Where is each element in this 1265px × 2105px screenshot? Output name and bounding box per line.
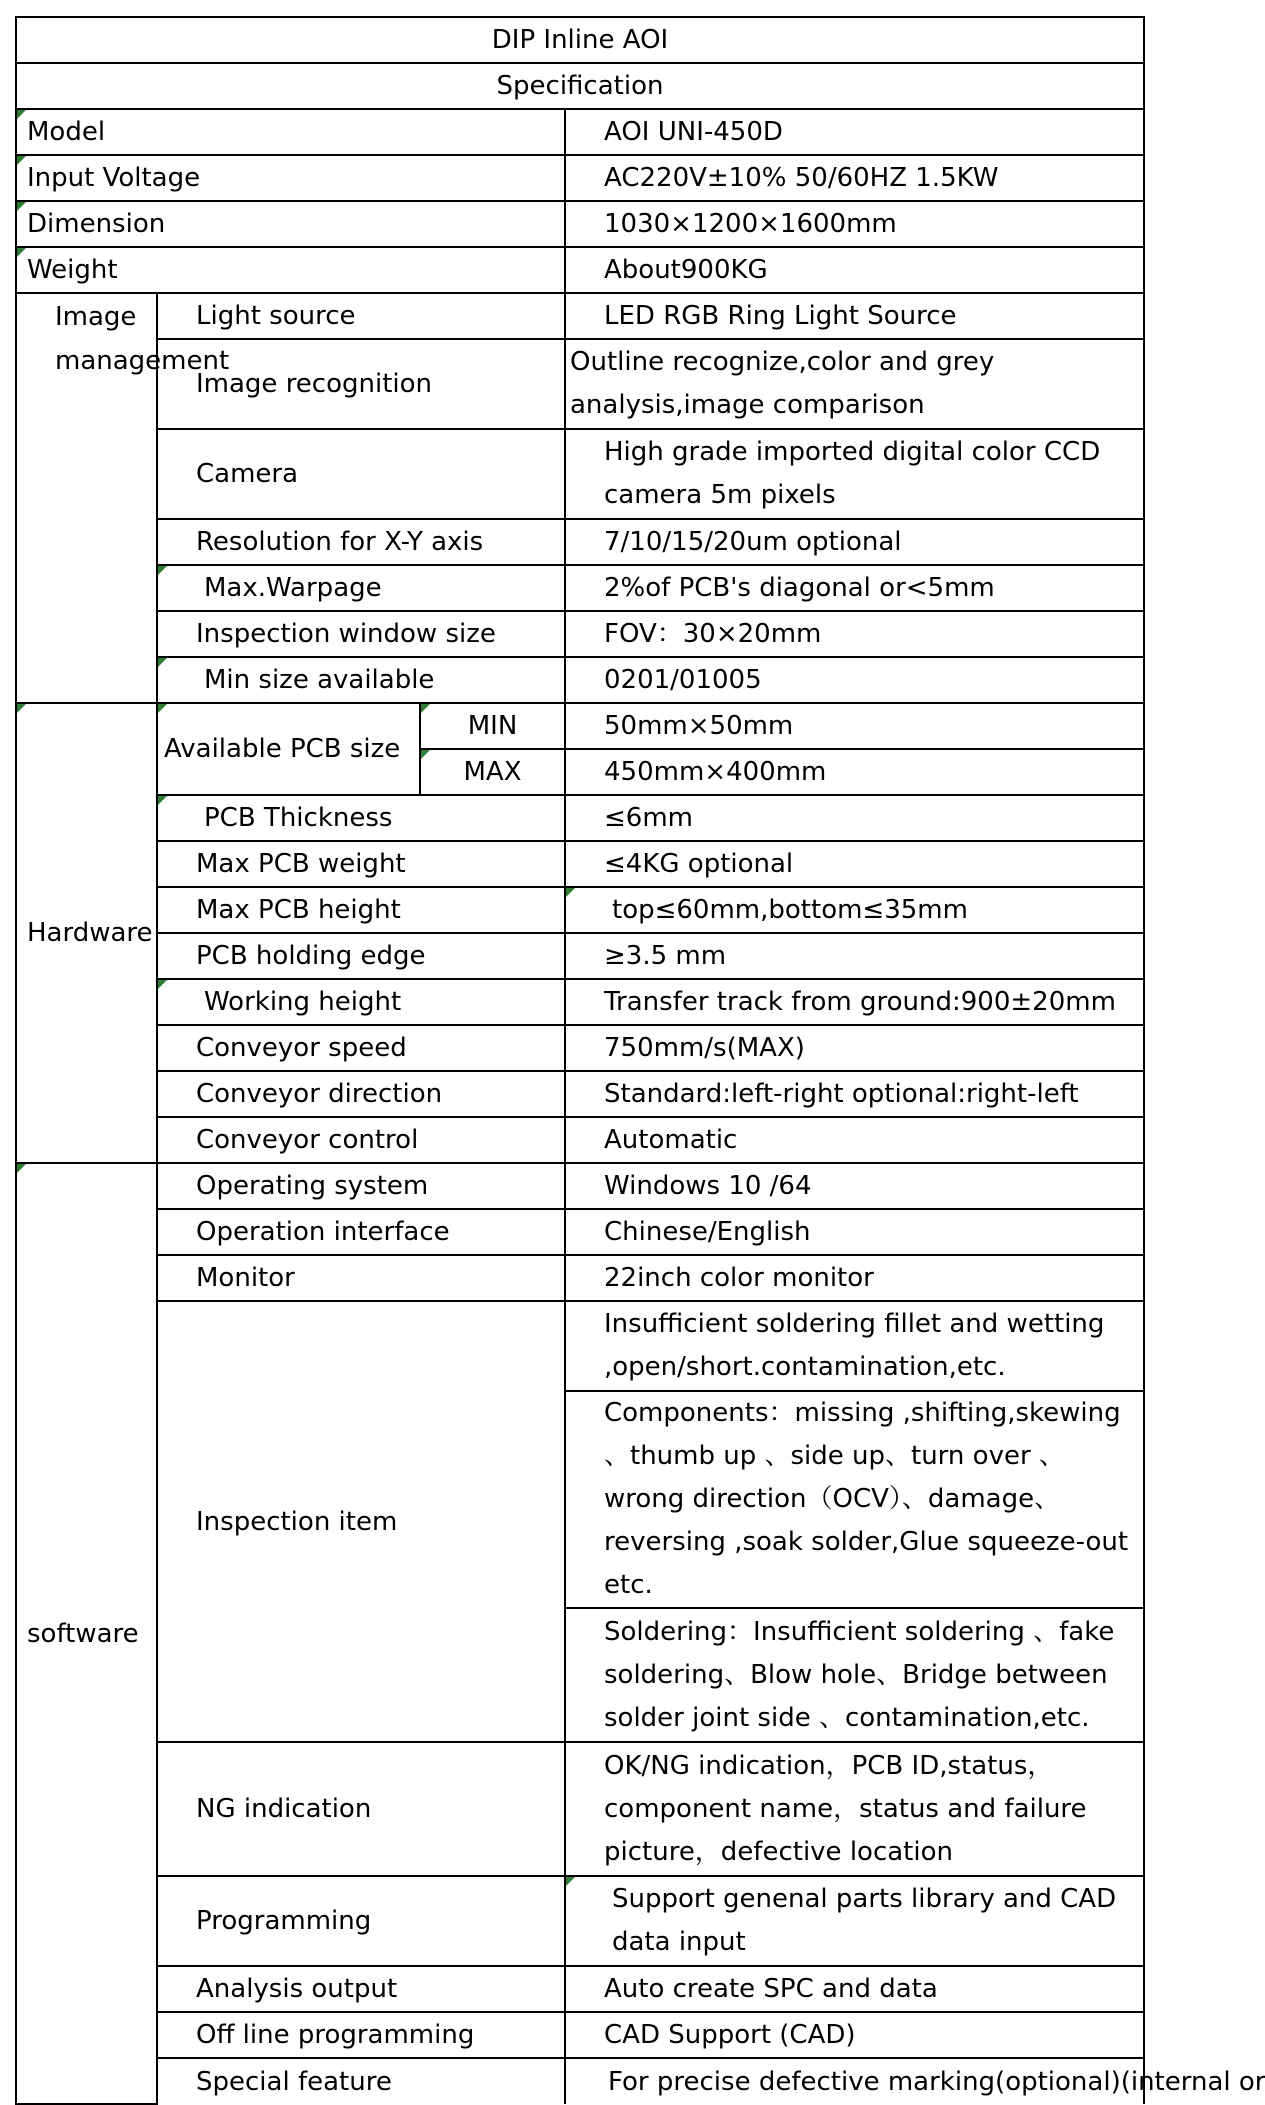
spec-value: 2%of PCB's diagonal or<5mm	[565, 565, 1144, 611]
table-row	[16, 1117, 1144, 1163]
spec-label: PCB Thickness	[157, 795, 565, 841]
spec-value: LED RGB Ring Light Source	[565, 293, 1144, 339]
spec-value: CAD Support (CAD)	[565, 2012, 1144, 2058]
spec-label: Conveyor speed	[157, 1025, 565, 1071]
spec-label: Off line programming	[157, 2012, 565, 2058]
table-row	[16, 2058, 1144, 2104]
table-row	[16, 703, 1144, 749]
spec-label: Special feature	[157, 2058, 565, 2104]
spec-value: ≤6mm	[565, 795, 1144, 841]
spec-label: Light source	[157, 293, 565, 339]
spec-value: AC220V±10% 50/60HZ 1.5KW	[565, 155, 1144, 201]
spec-value: High grade imported digital color CCD camera 5m pixels	[565, 429, 1144, 519]
table-row	[16, 429, 1144, 519]
spec-value: Chinese/English	[565, 1209, 1144, 1255]
pcb-size-min-label: MIN	[420, 703, 565, 749]
spec-label: Programming	[157, 1876, 565, 1966]
spec-value: OK/NG indication，PCB ID,status，component name，status and failure picture，defective location	[565, 1742, 1144, 1876]
spec-value: 7/10/15/20um optional	[565, 519, 1144, 565]
spec-label: Min size available	[157, 657, 565, 703]
spec-label: Max.Warpage	[157, 565, 565, 611]
table-row	[16, 1876, 1144, 1966]
spec-value: About900KG	[565, 247, 1144, 293]
spec-label: Max PCB height	[157, 887, 565, 933]
table-row	[16, 293, 1144, 339]
group-image-management: Image management	[16, 293, 157, 703]
spec-label: NG indication	[157, 1742, 565, 1876]
table-row	[16, 1255, 1144, 1301]
spec-label: Dimension	[16, 201, 565, 247]
spec-value: Soldering：Insufficient soldering 、fake soldering、Blow hole、Bridge between solder joint side 、contamination,etc.	[565, 1608, 1144, 1742]
spec-label: Image recognition	[157, 339, 565, 429]
table-row	[16, 247, 1144, 293]
table-row	[16, 1071, 1144, 1117]
spec-label: Input Voltage	[16, 155, 565, 201]
spec-value: Automatic	[565, 1117, 1144, 1163]
spec-value: For precise defective marking(optional)(internal or	[565, 2058, 1144, 2104]
table-row	[16, 887, 1144, 933]
group-hardware: Hardware	[16, 703, 157, 1163]
pcb-size-min-value: 50mm×50mm	[565, 703, 1144, 749]
spec-value: Insufficient soldering fillet and wetting ,open/short.contamination,etc.	[565, 1301, 1144, 1391]
spec-value: 1030×1200×1600mm	[565, 201, 1144, 247]
table-row	[16, 1209, 1144, 1255]
spec-value: AOI UNI-450D	[565, 109, 1144, 155]
spec-label: Conveyor control	[157, 1117, 565, 1163]
spec-value: Components：missing ,shifting,skewing 、thumb up 、side up、turn over 、wrong direction（OCV）、damage、reversing ,soak solder,Glue squeeze-out etc.	[565, 1391, 1144, 1608]
spec-value: 750mm/s(MAX)	[565, 1025, 1144, 1071]
table-row	[16, 1163, 1144, 1209]
spec-label: Weight	[16, 247, 565, 293]
table-row	[16, 1025, 1144, 1071]
table-row	[16, 155, 1144, 201]
spec-value: ≤4KG optional	[565, 841, 1144, 887]
table-subtitle: Specification	[16, 63, 1144, 109]
table-row	[16, 611, 1144, 657]
spec-label: Model	[16, 109, 565, 155]
spec-value: FOV：30×20mm	[565, 611, 1144, 657]
spec-value: top≤60mm,bottom≤35mm	[565, 887, 1144, 933]
spec-value: ≥3.5 mm	[565, 933, 1144, 979]
table-row	[16, 979, 1144, 1025]
table-row	[16, 841, 1144, 887]
spec-value: 0201/01005	[565, 657, 1144, 703]
table-row	[16, 657, 1144, 703]
group-software: software	[16, 1163, 157, 2104]
spec-label: Inspection window size	[157, 611, 565, 657]
spec-value: Auto create SPC and data	[565, 1966, 1144, 2012]
spec-label: Working height	[157, 979, 565, 1025]
spec-label: Camera	[157, 429, 565, 519]
spec-table	[15, 16, 1265, 2105]
spec-label: Available PCB size	[157, 703, 420, 795]
spec-value: 22inch color monitor	[565, 1255, 1144, 1301]
spec-value: Outline recognize,color and grey analysis,image comparison	[565, 339, 1144, 429]
spec-value: Transfer track from ground:900±20mm	[565, 979, 1144, 1025]
spec-label: Operation interface	[157, 1209, 565, 1255]
spec-label: Inspection item	[157, 1301, 565, 1742]
table-row	[16, 1742, 1144, 1876]
table-row	[16, 1966, 1144, 2012]
table-title: DIP Inline AOI	[16, 17, 1144, 63]
pcb-size-max-value: 450mm×400mm	[565, 749, 1144, 795]
title-row	[16, 17, 1144, 63]
table-row	[16, 933, 1144, 979]
table-row	[16, 795, 1144, 841]
spec-label: Analysis output	[157, 1966, 565, 2012]
table-row	[16, 519, 1144, 565]
table-row	[16, 109, 1144, 155]
spec-value: Standard:left-right optional:right-left	[565, 1071, 1144, 1117]
subtitle-row	[16, 63, 1144, 109]
spec-label: Resolution for X-Y axis	[157, 519, 565, 565]
spec-label: PCB holding edge	[157, 933, 565, 979]
pcb-size-max-label: MAX	[420, 749, 565, 795]
table-row	[16, 2012, 1144, 2058]
table-row	[16, 339, 1144, 429]
spec-label: Max PCB weight	[157, 841, 565, 887]
spec-label: Conveyor direction	[157, 1071, 565, 1117]
spec-value: Support genenal parts library and CAD data input	[565, 1876, 1144, 1966]
table-row	[16, 1301, 1144, 1391]
spec-label: Monitor	[157, 1255, 565, 1301]
table-row	[16, 565, 1144, 611]
table-row	[16, 201, 1144, 247]
spec-label: Operating system	[157, 1163, 565, 1209]
spec-value: Windows 10 /64	[565, 1163, 1144, 1209]
